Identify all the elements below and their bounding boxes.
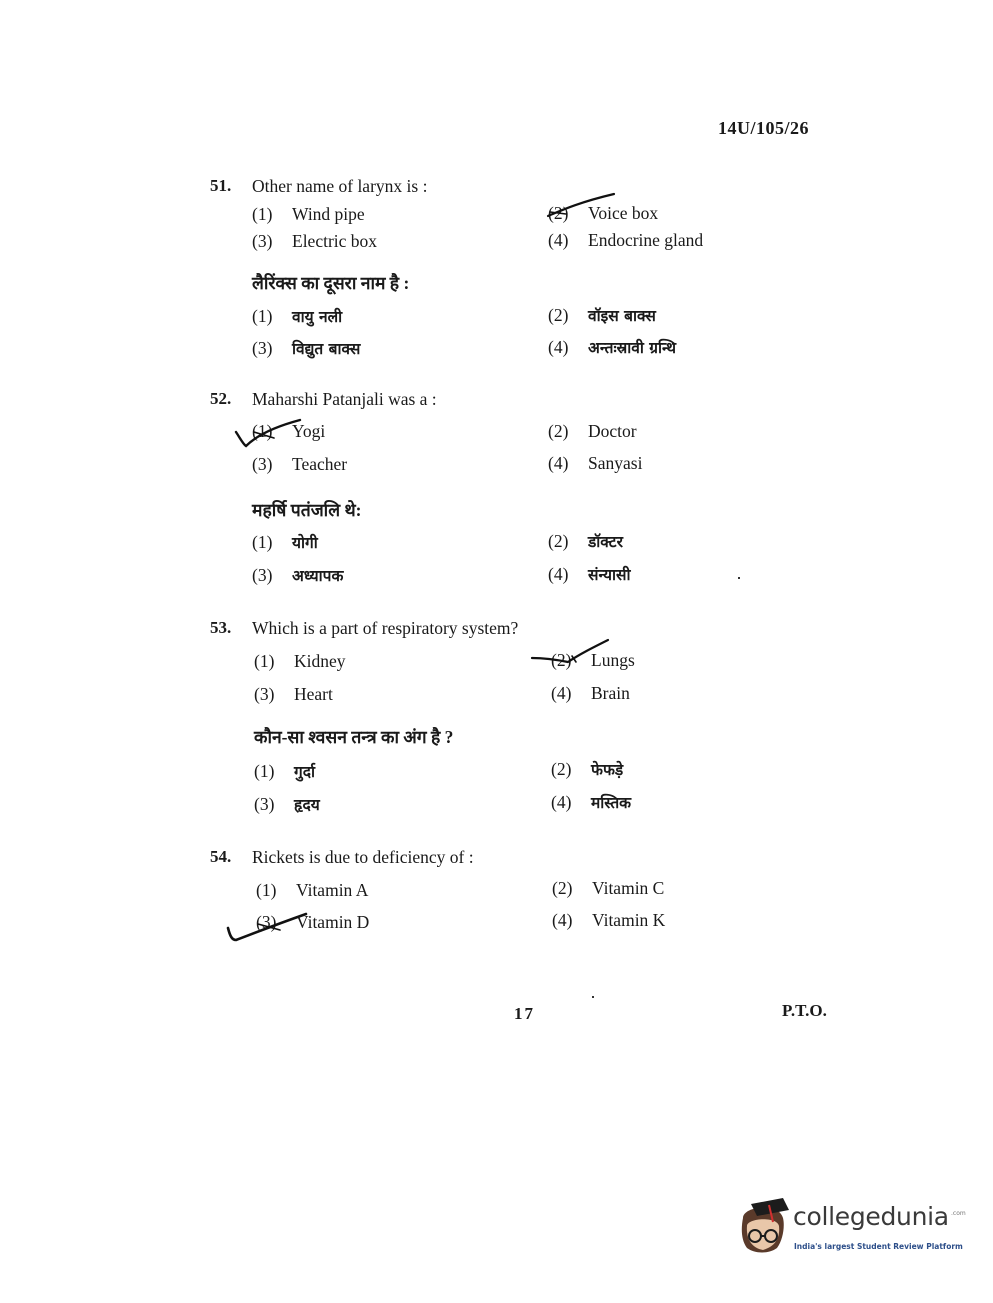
question-52: [210, 389, 770, 585]
option-4-hi: (4) अन्तःस्रावी ग्रन्थि: [548, 337, 677, 357]
option-2-en: (2) Voice box: [548, 203, 659, 223]
option-1-hi: (1) योगी: [252, 532, 318, 552]
pto-label: P.T.O.: [782, 1001, 827, 1020]
option-1-hi: (1) वायु नली: [252, 306, 343, 326]
question-number: 54.: [210, 847, 232, 866]
speck: [738, 577, 740, 579]
option-4-en: (4) Vitamin K: [552, 910, 666, 930]
page-number: 17: [514, 1004, 535, 1023]
option-3-en: (3) Heart: [254, 684, 333, 704]
question-number: 52.: [210, 389, 232, 408]
paper-code: 14U/105/26: [718, 118, 810, 138]
option-2-en: (2) Vitamin C: [552, 878, 665, 898]
question-text-en: Maharshi Patanjali was a :: [252, 389, 437, 409]
option-4-hi: (4) मस्तिक: [551, 792, 632, 812]
question-54: [210, 847, 770, 932]
question-text-hi: महर्षि पतंजलि थे:: [252, 500, 362, 520]
question-53: [210, 618, 770, 814]
option-3-en: (3) Electric box: [252, 231, 378, 251]
question-number: 53.: [210, 618, 232, 637]
option-3-en: (3) Teacher: [252, 454, 348, 474]
option-3-hi: (3) अध्यापक: [252, 565, 344, 585]
question-number: 51.: [210, 176, 232, 195]
option-1-en: (1) Vitamin A: [256, 880, 369, 900]
option-3-hi: (3) हृदय: [254, 794, 320, 814]
option-1-hi: (1) गुर्दा: [254, 761, 315, 781]
question-text-en: Other name of larynx is :: [252, 176, 428, 196]
question-text-en: Which is a part of respiratory system?: [252, 618, 519, 638]
option-2-hi: (2) डॉक्टर: [548, 531, 623, 551]
question-text-hi: लैरिंक्स का दूसरा नाम है :: [252, 273, 410, 293]
option-2-hi: (2) फेफड़े: [551, 759, 624, 779]
option-4-en: (4) Brain: [551, 683, 630, 703]
option-4-hi: (4) संन्यासी: [548, 564, 631, 584]
option-3-hi: (3) विद्युत बाक्स: [252, 338, 361, 358]
speck: [592, 996, 594, 998]
question-text-en: Rickets is due to deficiency of :: [252, 847, 474, 867]
question-text-hi: कौन-सा श्वसन तन्त्र का अंग है ?: [254, 727, 454, 747]
option-3-en: (3) Vitamin D: [256, 912, 370, 932]
option-4-en: (4) Sanyasi: [548, 453, 643, 473]
option-2-hi: (2) वॉइस बाक्स: [548, 305, 656, 325]
logo-wordmark: collegedunia: [793, 1202, 949, 1231]
collegedunia-logo: [733, 1196, 966, 1260]
question-51: [210, 176, 770, 358]
option-4-en: (4) Endocrine gland: [548, 230, 704, 250]
logo-tld: .com: [951, 1210, 966, 1217]
option-2-en: (2) Lungs: [551, 650, 635, 670]
option-1-en: (1) Wind pipe: [252, 204, 365, 224]
option-1-en: (1) Kidney: [254, 651, 346, 671]
option-1-en: (1) Yogi: [252, 421, 326, 441]
option-2-en: (2) Doctor: [548, 421, 637, 441]
logo-tagline: India's largest Student Review Platform: [794, 1242, 963, 1251]
mascot-icon: [733, 1196, 791, 1260]
